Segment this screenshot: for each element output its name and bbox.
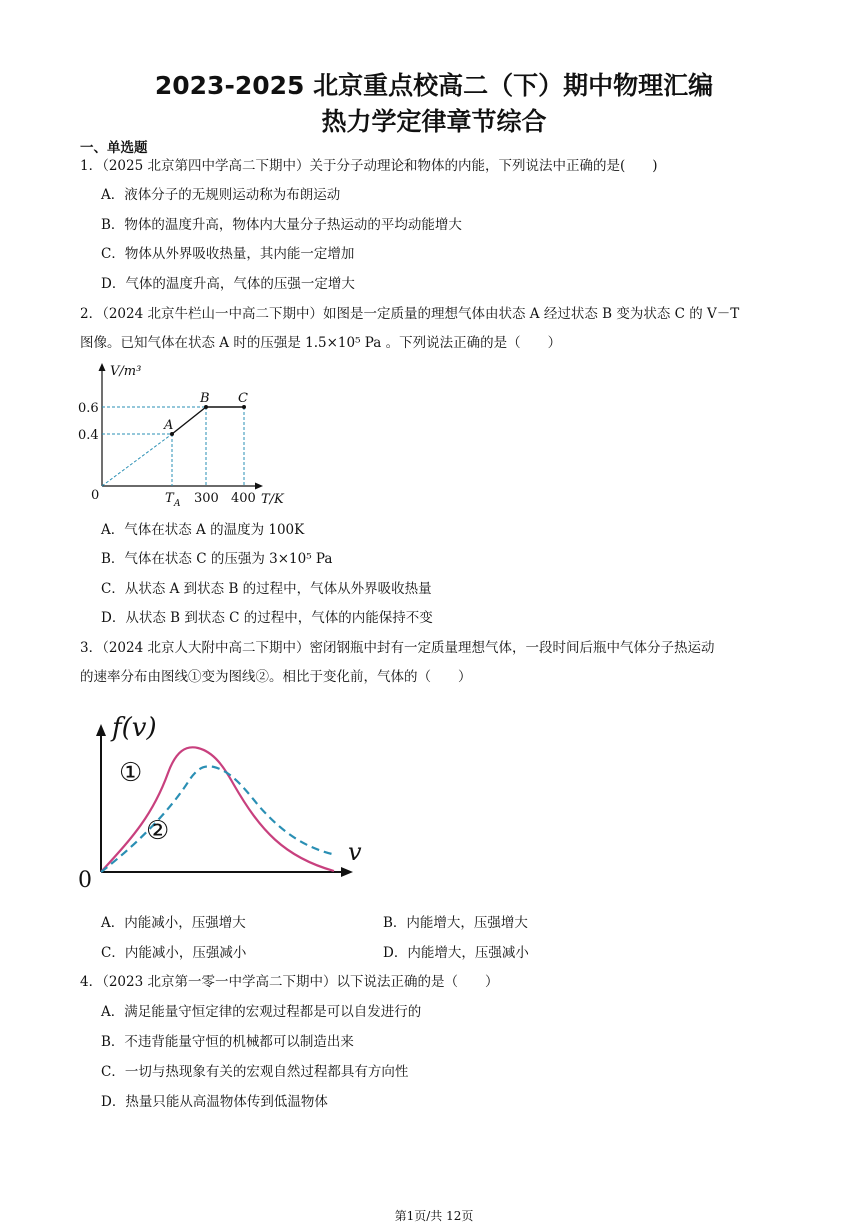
question-4-option-c: C．一切与热现象有关的宏观自然过程都具有方向性 <box>101 1064 409 1080</box>
question-2-option-b: B．气体在状态 C 的压强为 3×10⁵ Pa <box>101 551 333 567</box>
vt-point-c-label: C <box>238 391 248 406</box>
question-3-option-c: C．内能减小，压强减小 <box>101 945 247 961</box>
question-4-option-a: A．满足能量守恒定律的宏观过程都是可以自发进行的 <box>101 1004 422 1020</box>
vt-x-axis-label: T/K <box>261 492 284 507</box>
fv-x-axis-arrow <box>341 867 353 877</box>
speed-distribution-graph <box>72 705 372 893</box>
fv-y-axis-arrow <box>96 724 106 736</box>
question-4-option-b: B．不违背能量守恒的机械都可以制造出来 <box>101 1034 354 1050</box>
question-2-option-c: C．从状态 A 到状态 B 的过程中，气体从外界吸收热量 <box>101 581 432 597</box>
vt-graph <box>70 358 300 510</box>
question-1-option-c: C．物体从外界吸收热量，其内能一定增加 <box>101 246 355 262</box>
vt-y-axis-arrow <box>99 363 106 371</box>
document-title-line-1: 2023-2025 北京重点校高二（下）期中物理汇编 <box>154 71 714 100</box>
question-2-option-a: A．气体在状态 A 的温度为 100K <box>101 522 305 538</box>
question-1-option-b: B．物体的温度升高，物体内大量分子热运动的平均动能增大 <box>101 217 462 233</box>
fv-y-axis-label: f(v) <box>112 713 157 743</box>
fv-x-axis-label: v <box>348 838 362 866</box>
vt-y-tick-0.6: 0.6 <box>78 401 99 416</box>
vt-y-axis-label: V/m³ <box>110 364 142 379</box>
page-footer: 第1页/共 12页 <box>394 1209 474 1223</box>
question-1-option-a: A．液体分子的无规则运动称为布朗运动 <box>101 187 341 203</box>
question-3-option-b: B．内能增大，压强增大 <box>383 915 528 931</box>
curve-1-label: ① <box>119 758 143 788</box>
section-heading: 一、单选题 <box>80 140 148 156</box>
vt-x-tick-ta-subscript: A <box>174 499 181 509</box>
vt-x-tick-ta: T <box>165 491 174 506</box>
vt-origin-label: 0 <box>91 488 100 503</box>
question-1-stem: 1．（2025 北京第四中学高二下期中）关于分子动理论和物体的内能，下列说法中正确的是( ) <box>80 158 658 174</box>
vt-x-axis-arrow <box>255 483 263 490</box>
fv-origin-label: 0 <box>78 868 92 893</box>
vt-segment-a-b <box>172 407 206 434</box>
vt-x-tick-300: 300 <box>194 491 219 506</box>
question-3-stem-line-1: 3．（2024 北京人大附中高二下期中）密闭钢瓶中封有一定质量理想气体，一段时间后瓶中气体分子热运动 <box>80 640 715 656</box>
curve-2-label: ② <box>146 816 170 846</box>
vt-guide-origin-to-a <box>102 434 172 486</box>
vt-point-a-label: A <box>164 418 174 433</box>
question-3-option-d: D．内能增大，压强减小 <box>383 945 529 961</box>
vt-y-tick-0.4: 0.4 <box>78 428 99 443</box>
vt-point-b-label: B <box>200 391 210 406</box>
question-3-option-a: A．内能减小，压强增大 <box>101 915 246 931</box>
question-2-stem-line-1: 2．（2024 北京牛栏山一中高二下期中）如图是一定质量的理想气体由状态 A 经过状态 B 变为状态 C 的 V－T <box>80 306 740 322</box>
question-4-option-d: D．热量只能从高温物体传到低温物体 <box>101 1094 328 1110</box>
question-3-stem-line-2: 的速率分布由图线①变为图线②。相比于变化前，气体的（ ） <box>80 669 472 685</box>
question-2-option-d: D．从状态 B 到状态 C 的过程中，气体的内能保持不变 <box>101 610 433 626</box>
question-4-stem: 4．（2023 北京第一零一中学高二下期中）以下说法正确的是（ ） <box>80 974 499 990</box>
vt-x-tick-400: 400 <box>231 491 256 506</box>
question-2-stem-line-2: 图像。已知气体在状态 A 时的压强是 1.5×10⁵ Pa 。下列说法正确的是（ ） <box>80 335 562 351</box>
document-title-line-2: 热力学定律章节综合 <box>321 107 547 136</box>
question-1-option-d: D．气体的温度升高，气体的压强一定增大 <box>101 276 355 292</box>
